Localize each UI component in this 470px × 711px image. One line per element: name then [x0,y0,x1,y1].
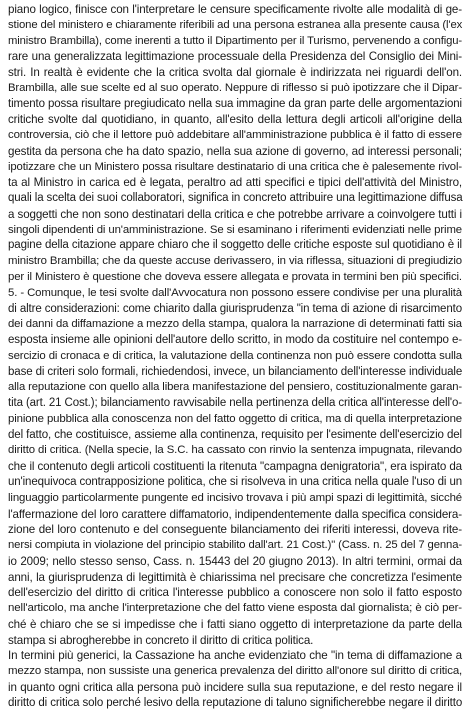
text-line: ta al Ministro in carica ed è legata, peraltro ad atti specifici e tipici dell'attività del Ministro, [8,176,462,190]
text-line: diritto di critica. (Nella specie, la S.C. ha cassato con rinvio la sentenza impugnata, rilevando [8,444,462,457]
text-line: a soggetti che non sono destinatari della critica e che potrebbe arrivare a coinvolgere tutti i [8,207,462,221]
text-line: ipotizzare che un Ministero possa risultare destinatario di una critica che è palesemente rivol- [8,160,462,173]
text-line: nell'articolo, ma anche l'interpretazione che del fatto viene esposta dal giornalista; è ciò per- [8,602,462,615]
text-line: linguaggio particolarmente pungente ed incisivo trovava i più ampi spazi di legittimità, sicché [8,491,462,504]
text-line: l'affermazione del loro carattere diffamatorio, indipendentemente dalla specifica considera- [8,507,462,521]
text-line: pinione pubblica alla conoscenza non del fatto oggetto di critica, ma di quella interpretazione [8,412,463,425]
text-line: che il contenuto degli articoli costituenti la ritenuta "campagna denigratoria", era ispirato da [8,460,462,474]
text-line: zione del loro contenuto e del conseguente bilanciamento dei riferiti interessi, doveva rite- [8,523,462,537]
text-line: sercizio di cronaca e di critica, la valutazione della continenza non può essere condotta sulla [8,349,462,362]
text-line: singoli dipendenti di un'amministrazione. Se si esaminano i riferimenti evidenziati nelle prime [8,223,462,236]
text-line: stione del ministero e chiaramente riferibili ad una persona estranea alla presente causa (l'ex [8,18,463,31]
text-line: nersi compiuta in violazione del principio stabilito dall'art. 21 Cost.)" (Cass. n. 25 del 7 genna- [8,539,462,552]
text-line: piano logico, finisce con l'interpretare le censure specificamente rivolte alle modalità di ge- [8,3,462,16]
text-line: In termini più generici, la Cassazione ha anche evidenziato che "in tema di diffamazione a [8,649,462,663]
text-line: ministro Brambilla), come inerenti a tutto il Dipartimento per il Turismo, pervenendo a configu- [8,34,462,47]
text-line: 5. - Comunque, le tesi svolte dall'Avvocatura non possono essere condivise per una pluralità [8,286,462,299]
text-line: rare una generalizzata legittimazione processuale della Presidenza del Consiglio dei Mini- [8,50,462,64]
text-line: Brambilla, alle sue scelte ed al suo operato. Neppure di riflesso si può ipotizzare che il Dipar- [8,81,462,94]
text-line: un'inequivoca contrapposizione politica, che si risolveva in una critica nella quale l'uso di un [8,475,462,488]
text-line: tita (art. 21 Cost.); bilanciamento ravvisabile nella pertinenza della critica all'interesse dell'o- [8,397,462,410]
text-line: gestita da persona che ha dato spazio, nella sua azione di governo, ad interessi personali; [8,144,462,158]
text-line: stampa si abrogherebbe in concreto il diritto di critica politica. [8,633,314,647]
text-line: del fatto, che costituisce, assieme alla continenza, requisito per l'esimente dell'esercizio del [8,428,462,441]
text-line: in quanto ogni critica alla persona può incidere sulla sua reputazione, e del resto negare il [8,680,462,694]
text-line: di altre considerazioni: come chiarito dalla giurisprudenza "in tema di azione di risarcimento [8,302,462,315]
text-line: base di criteri solo formali, richiedendosi, invece, un bilanciamento dell'interesse individuale [8,365,463,378]
text-line: quali la scelta dei suoi collaboratori, significa in concreto attribuire una legittimazione diffusa [8,192,463,205]
text-line: stri. In realtà è evidente che la critica svolta dal giornale è indirizzata nei riguardi dell'on. [8,66,462,80]
text-line: ché è chiaro che se si impedisse che i fatti siano oggetto di interpretazione da parte della [8,617,462,631]
text-line: io 2009; nello stesso senso, Cass. n. 15443 del 20 giugno 2013). In altri termini, ormai da [8,554,462,568]
text-line: mezzo stampa, non sussiste una generica prevalenza del diritto all'onore sul diritto di critica, [8,665,463,678]
text-line: pagine della citazione appare chiaro che il soggetto delle critiche esposte sul quotidiano è il [8,239,462,252]
text-line: alla reputazione con quello alla libera manifestazione del pensiero, costituzionalmente garan- [8,381,463,394]
text-line: timento possa risultare pregiudicato nella sua immagine da gran parte delle argomentazioni [8,97,462,110]
text-line: critiche svolte dal quotidiano, in quanto, all'esito della lettura degli articoli all'origine della [8,113,462,127]
text-line: per il Ministero è questione che doveva essere allegata e provata in termini ben più specifici. [8,271,462,284]
text-line: ministro Brambilla; che da queste accuse derivassero, in via riflessa, situazioni di pregiudizio [8,255,462,268]
text-line: dell'esercizio del diritto di critica l'interesse pubblico a conoscere non solo il fatto esposto [8,586,462,600]
text-line: anni, la giurisprudenza di legittimità è chiarissima nel precisare che concretizza l'esimente [8,570,462,584]
text-line: dei danni da diffamazione a mezzo della stampa, qualora la narrazione di determinati fatti sia [8,318,462,331]
text-line: esposta insieme alle opinioni dell'autore dello scritto, in modo da costituire nel contempo e- [8,334,462,347]
text-line: diritto di critica solo perché lesivo della reputazione di taluno significherebbe negare il diritto [8,696,463,709]
text-line: controversia, ciò che il lettore può addebitare all'amministrazione pubblica è il fatto di essere [8,129,462,142]
